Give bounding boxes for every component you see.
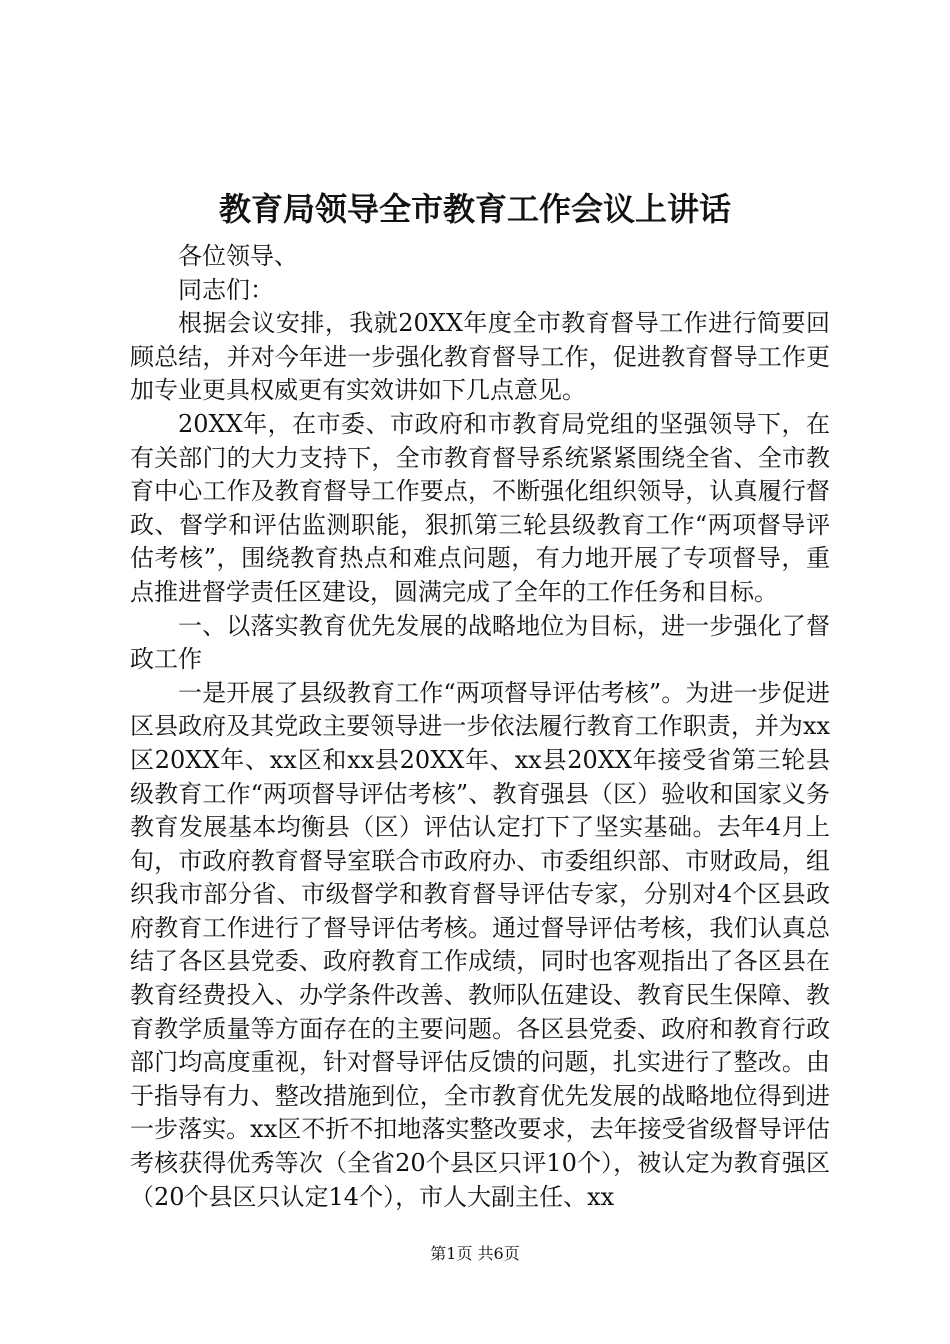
- salutation-leaders: 各位领导、: [178, 242, 298, 270]
- document-title: 教育局领导全市教育工作会议上讲话: [218, 190, 731, 228]
- document-body: [130, 240, 830, 1214]
- paragraph-section-1: 一是开展了县级教育工作“两项督导评估考核”。为进一步促进区县政府及其党政主要领导进一步依法履行教育工作职责，并为xx区20XX年、xx区和xx县20XX年、xx县20XX年接受省第三轮县级教育工作“两项督导评估考核”、教育强县（区）验收和国家义务教育发展基本均衡县（区）评估认定打下了坚实基础。去年4月上旬，市政府教育督导室联合市政府办、市委组织部、市财政局，组织我市部分省、市级督学和教育督导评估专家，分别对4个区县政府教育工作进行了督导评估考核。通过督导评估考核，我们认真总结了各区县党委、政府教育工作成绩，同时也客观指出了各区县在教育经费投入、办学条件改善、教师队伍建设、教育民生保障、教育教学质量等方面存在的主要问题。各区县党委、政府和教育行政部门均高度重视，针对督导评估反馈的问题，扎实进行了整改。由于指导有力、整改措施到位，全市教育优先发展的战略地位得到进一步落实。xx区不折不扣地落实整改要求，去年接受省级督导评估考核获得优秀等次（全省20个县区只评10个），被认定为教育强区（20个县区只认定14个），市人大副主任、xx: [130, 678, 830, 1211]
- paragraph-review: 20XX年，在市委、市政府和市教育局党组的坚强领导下，在有关部门的大力支持下，全市教育督导系统紧紧围绕全省、全市教育中心工作及教育督导工作要点，不断强化组织领导，认真履行督政、督学和评估监测职能，狠抓第三轮县级教育工作“两项督导评估考核”，围绕教育热点和难点问题，有力地开展了专项督导，重点推进督学责任区建设，圆满完成了全年的工作任务和目标。: [130, 409, 830, 606]
- salutation-comrades: 同志们：: [178, 275, 274, 304]
- section-heading-1: 一、以落实教育优先发展的战略地位为目标，进一步强化了督政工作: [130, 611, 830, 674]
- page-footer: 第1页 共6页: [430, 1244, 520, 1263]
- paragraph-intro: 根据会议安排，我就20XX年度全市教育督导工作进行简要回顾总结，并对今年进一步强化教育督导工作，促进教育督导工作更加专业更具权威更有实效讲如下几点意见。: [130, 309, 830, 405]
